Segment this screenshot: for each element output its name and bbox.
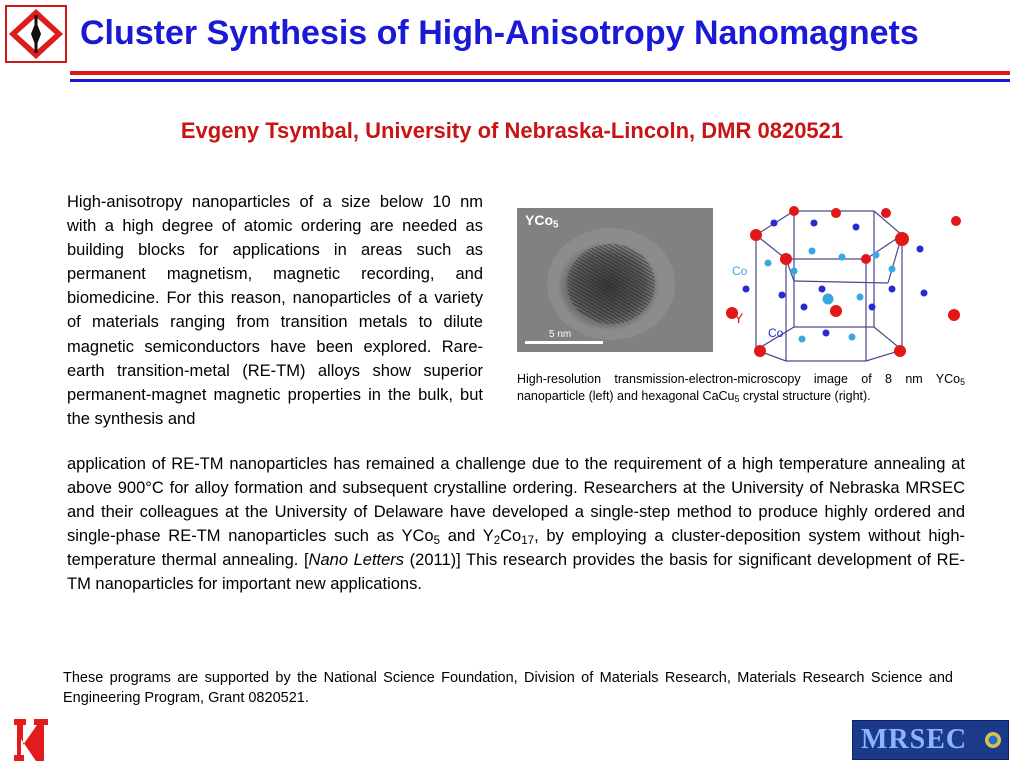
label-y: Y [734,310,744,326]
tem-scale-bar [525,341,603,344]
mrsec-logo [852,720,1009,760]
slide-subtitle: Evgeny Tsymbal, University of Nebraska-Lincoln, DMR 0820521 [180,118,844,143]
nebraska-diamond-logo-icon [5,5,67,63]
figure-caption: High-resolution transmission-electron-microscopy image of 8 nm YCo$_5$ nanoparticle (left) and hexagonal CaCu$_5$ crystal structure (right). [517,372,965,405]
tem-texture [517,208,713,352]
nebraska-n-logo-icon [12,717,50,763]
tem-label: YCo$_5$ [525,212,559,231]
label-co-1: Co [732,264,748,278]
body-paragraph-bottom: application of RE-TM nanoparticles has remained a challenge due to the requirement of a high temperature annealing at above 900°C for alloy formation and subsequent crystalline ordering. Researchers at the University of Nebraska MRSEC and their colleagues at the University of Delaware have developed a single-step method to produce highly ordered and single-phase RE-TM nanoparticles such as YCo$_5$ and $Y_2Co_{17}$, by employing a cluster-deposition system without high-temperature thermal annealing. [Nano Letters (2011)] This research provides the basis for significant development of RE-TM nanoparticles for important new applications. [67,455,966,594]
mrsec-logo-text: MRSEC [861,724,968,755]
nsf-seal-icon [984,731,1002,749]
title-rule-blue [70,79,1010,82]
tem-image [517,208,713,352]
label-co-2: Co [768,326,784,340]
title-rule-red [70,71,1010,75]
funding-footer: These programs are supported by the National Science Foundation, Division of Materials Research, Materials Research Science and Engineering Program, Grant 0820521. [63,670,953,706]
slide-title: Cluster Synthesis of High-Anisotropy Nanomagnets [80,14,919,52]
crystal-structure-diagram [716,203,966,363]
tem-scale-text: 5 nm [549,329,572,340]
body-paragraph-top: High-anisotropy nanoparticles of a size below 10 nm with a high degree of atomic ordering are needed as building blocks for applications in areas such as permanent magnetism, magnetic recording, and biomedicine. For this reason, nanoparticles of a variety of materials ranging from transition metals to dilute magnetic semiconductors have been explored. Rare-earth transition-metal (RE-TM) alloys show superior permanent-magnet magnetic properties in the bulk, but the synthesis and [67,193,483,428]
